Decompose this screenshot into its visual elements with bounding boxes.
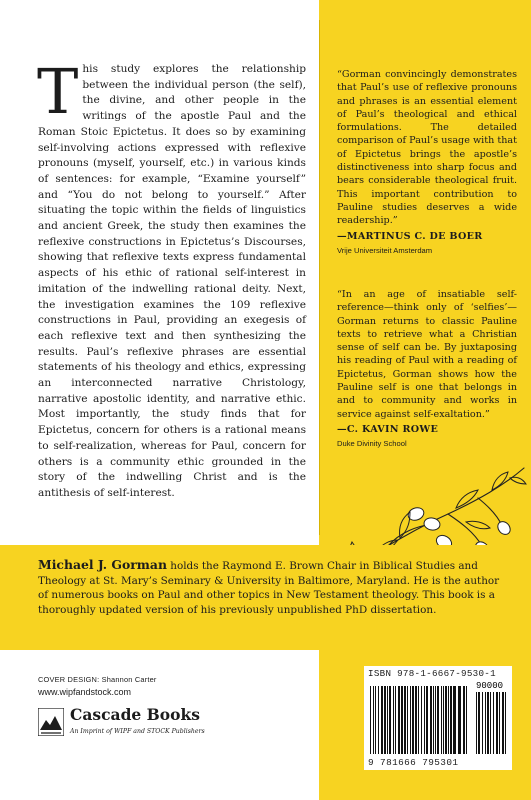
barcode-bar xyxy=(424,686,425,754)
barcode-bar xyxy=(437,686,439,754)
publisher-name: Cascade Books xyxy=(70,705,200,724)
barcode-bar xyxy=(443,686,444,754)
endorser-name: —MARTINUS C. DE BOER xyxy=(337,230,483,242)
drop-cap: T xyxy=(37,55,79,128)
publisher-subtitle: An Imprint of WIPF and STOCK Publishers xyxy=(70,728,205,735)
barcode-addon-bar xyxy=(485,692,486,754)
barcode-bar xyxy=(453,686,456,754)
barcode-bar xyxy=(404,686,406,754)
author-bio xyxy=(38,558,504,617)
barcode-bar xyxy=(381,686,383,754)
barcode-bar xyxy=(398,686,400,754)
endorser-affiliation: Duke Divinity School xyxy=(337,439,407,449)
endorsement-quote: “In an age of insatiable self-reference—think only of ‘selfies’—Gorman returns to classic Pauline texts to retrieve what a Christian sense of self can be. By juxtaposing his reading of Paul with a reading of Epictetus, Gorman shows how the Pauline self is one that belongs in and to community and works in service against self-exaltation.” xyxy=(337,289,517,420)
barcode-image xyxy=(368,680,508,756)
barcode-addon-bar xyxy=(487,692,489,754)
barcode-addon-bar xyxy=(499,692,500,754)
endorser-affiliation: Vrije Universiteit Amsterdam xyxy=(337,245,433,255)
cover-design-credit: COVER DESIGN: Shannon Carter xyxy=(38,675,157,684)
barcode-bar xyxy=(384,686,386,754)
barcode-bar xyxy=(378,686,379,754)
barcode-addon-bar xyxy=(502,692,504,754)
barcode-bar xyxy=(375,686,376,754)
barcode-bar xyxy=(407,686,408,754)
barcode-bar xyxy=(421,686,422,754)
barcode-bar xyxy=(433,686,434,754)
barcode-addon-label: 90000 xyxy=(476,681,504,691)
isbn-label: ISBN 978-1-6667-9530-1 xyxy=(368,668,496,679)
barcode-bar xyxy=(393,686,394,754)
barcode-bar xyxy=(410,686,411,754)
endorsement-quote: “Gorman convincingly demonstrates that Paul’s use of reflexive pronouns and phrases is an essential element of Paul’s theological and ethical formulations. The detailed comparison of Paul’s usage with that of Epictetus brings the apostle’s distinctiveness into sharp focus and bears considerable theological fruit. This important contribution to Pauline studies deserves a wide readership.” xyxy=(337,69,517,227)
barcode-bar xyxy=(412,686,414,754)
barcode-bar xyxy=(373,686,374,754)
barcode-addon-bar xyxy=(505,692,506,754)
barcode-bar xyxy=(435,686,436,754)
panel-divider xyxy=(319,20,320,535)
isbn-digits: 9 781666 795301 xyxy=(368,757,459,768)
endorser-name: —C. KAVIN ROWE xyxy=(337,423,439,435)
author-name: Michael J. Gorman xyxy=(38,557,167,572)
barcode-addon-bar xyxy=(490,692,491,754)
barcode-bar xyxy=(387,686,388,754)
barcode-addon-bar xyxy=(476,692,477,754)
barcode-bar xyxy=(463,686,465,754)
barcode-bar xyxy=(418,686,419,754)
barcode-bar xyxy=(458,686,461,754)
barcode-addon-bar xyxy=(482,692,483,754)
barcode-bar xyxy=(415,686,417,754)
barcode-bar xyxy=(466,686,467,754)
barcode-bar xyxy=(450,686,452,754)
barcode-bar xyxy=(395,686,396,754)
endorsement-1 xyxy=(337,68,517,257)
endorsement-2 xyxy=(337,288,517,451)
book-description xyxy=(37,55,306,502)
description-text: his study explores the relationship between the individual person (the self), the divine, and other people in the writings of the apostle Paul and the Roman Stoic Epictetus. It does so by examining self-involving actions expressed with reflexive pronouns (myself, yourself, etc.) in various kinds of sentences: for example, “Examine yourself” and “You do not belong to yourself.” After situating the topic within the fields of linguistics and ancient Greek, the study then examines the reflexive constructions in Epictetus’s Discourses, showing that reflexive texts express fundamental aspects of his ethic of rational self-interest in imitation of the indwelling rational deity. Next, the investigation examines the 109 reflexive constructions in Paul, providing an exegesis of each reflexive text and then synthesizing the results. Paul’s reflexive phrases are essential statements of his theology and ethics, expressing an interconnected narrative Christology, narrative apostolic identity, and narrative ethic. Most importantly, the study finds that for Epictetus, concern for others is a rational means to self-realization, whereas for Paul, concern for others is a community ethic grounded in the story of the indwelling Christ and is the antithesis of self-interest. xyxy=(38,63,306,499)
isbn-barcode-box xyxy=(364,666,512,770)
barcode-bar xyxy=(401,686,403,754)
barcode-addon-bar xyxy=(478,692,480,754)
barcode-bar xyxy=(426,686,428,754)
barcode-bar xyxy=(430,686,432,754)
barcode-bar xyxy=(445,686,447,754)
barcode-bar xyxy=(441,686,442,754)
barcode-bar xyxy=(448,686,449,754)
author-bio-text: holds the Raymond E. Brown Chair in Biblical Studies and Theology at St. Mary’s Seminary & University in Baltimore, Maryland. He is the author of numerous books on Paul and other topics in New Testament theology. This book is a thoroughly updated version of his previously unpublished PhD dissertation. xyxy=(38,560,500,616)
barcode-addon-bar xyxy=(493,692,494,754)
barcode-bar xyxy=(389,686,391,754)
cascade-logo-icon xyxy=(38,708,64,736)
barcode-addon-bar xyxy=(496,692,498,754)
publisher-logo xyxy=(38,704,208,740)
barcode-bar xyxy=(370,686,371,754)
publisher-website[interactable]: www.wipfandstock.com xyxy=(38,687,132,697)
